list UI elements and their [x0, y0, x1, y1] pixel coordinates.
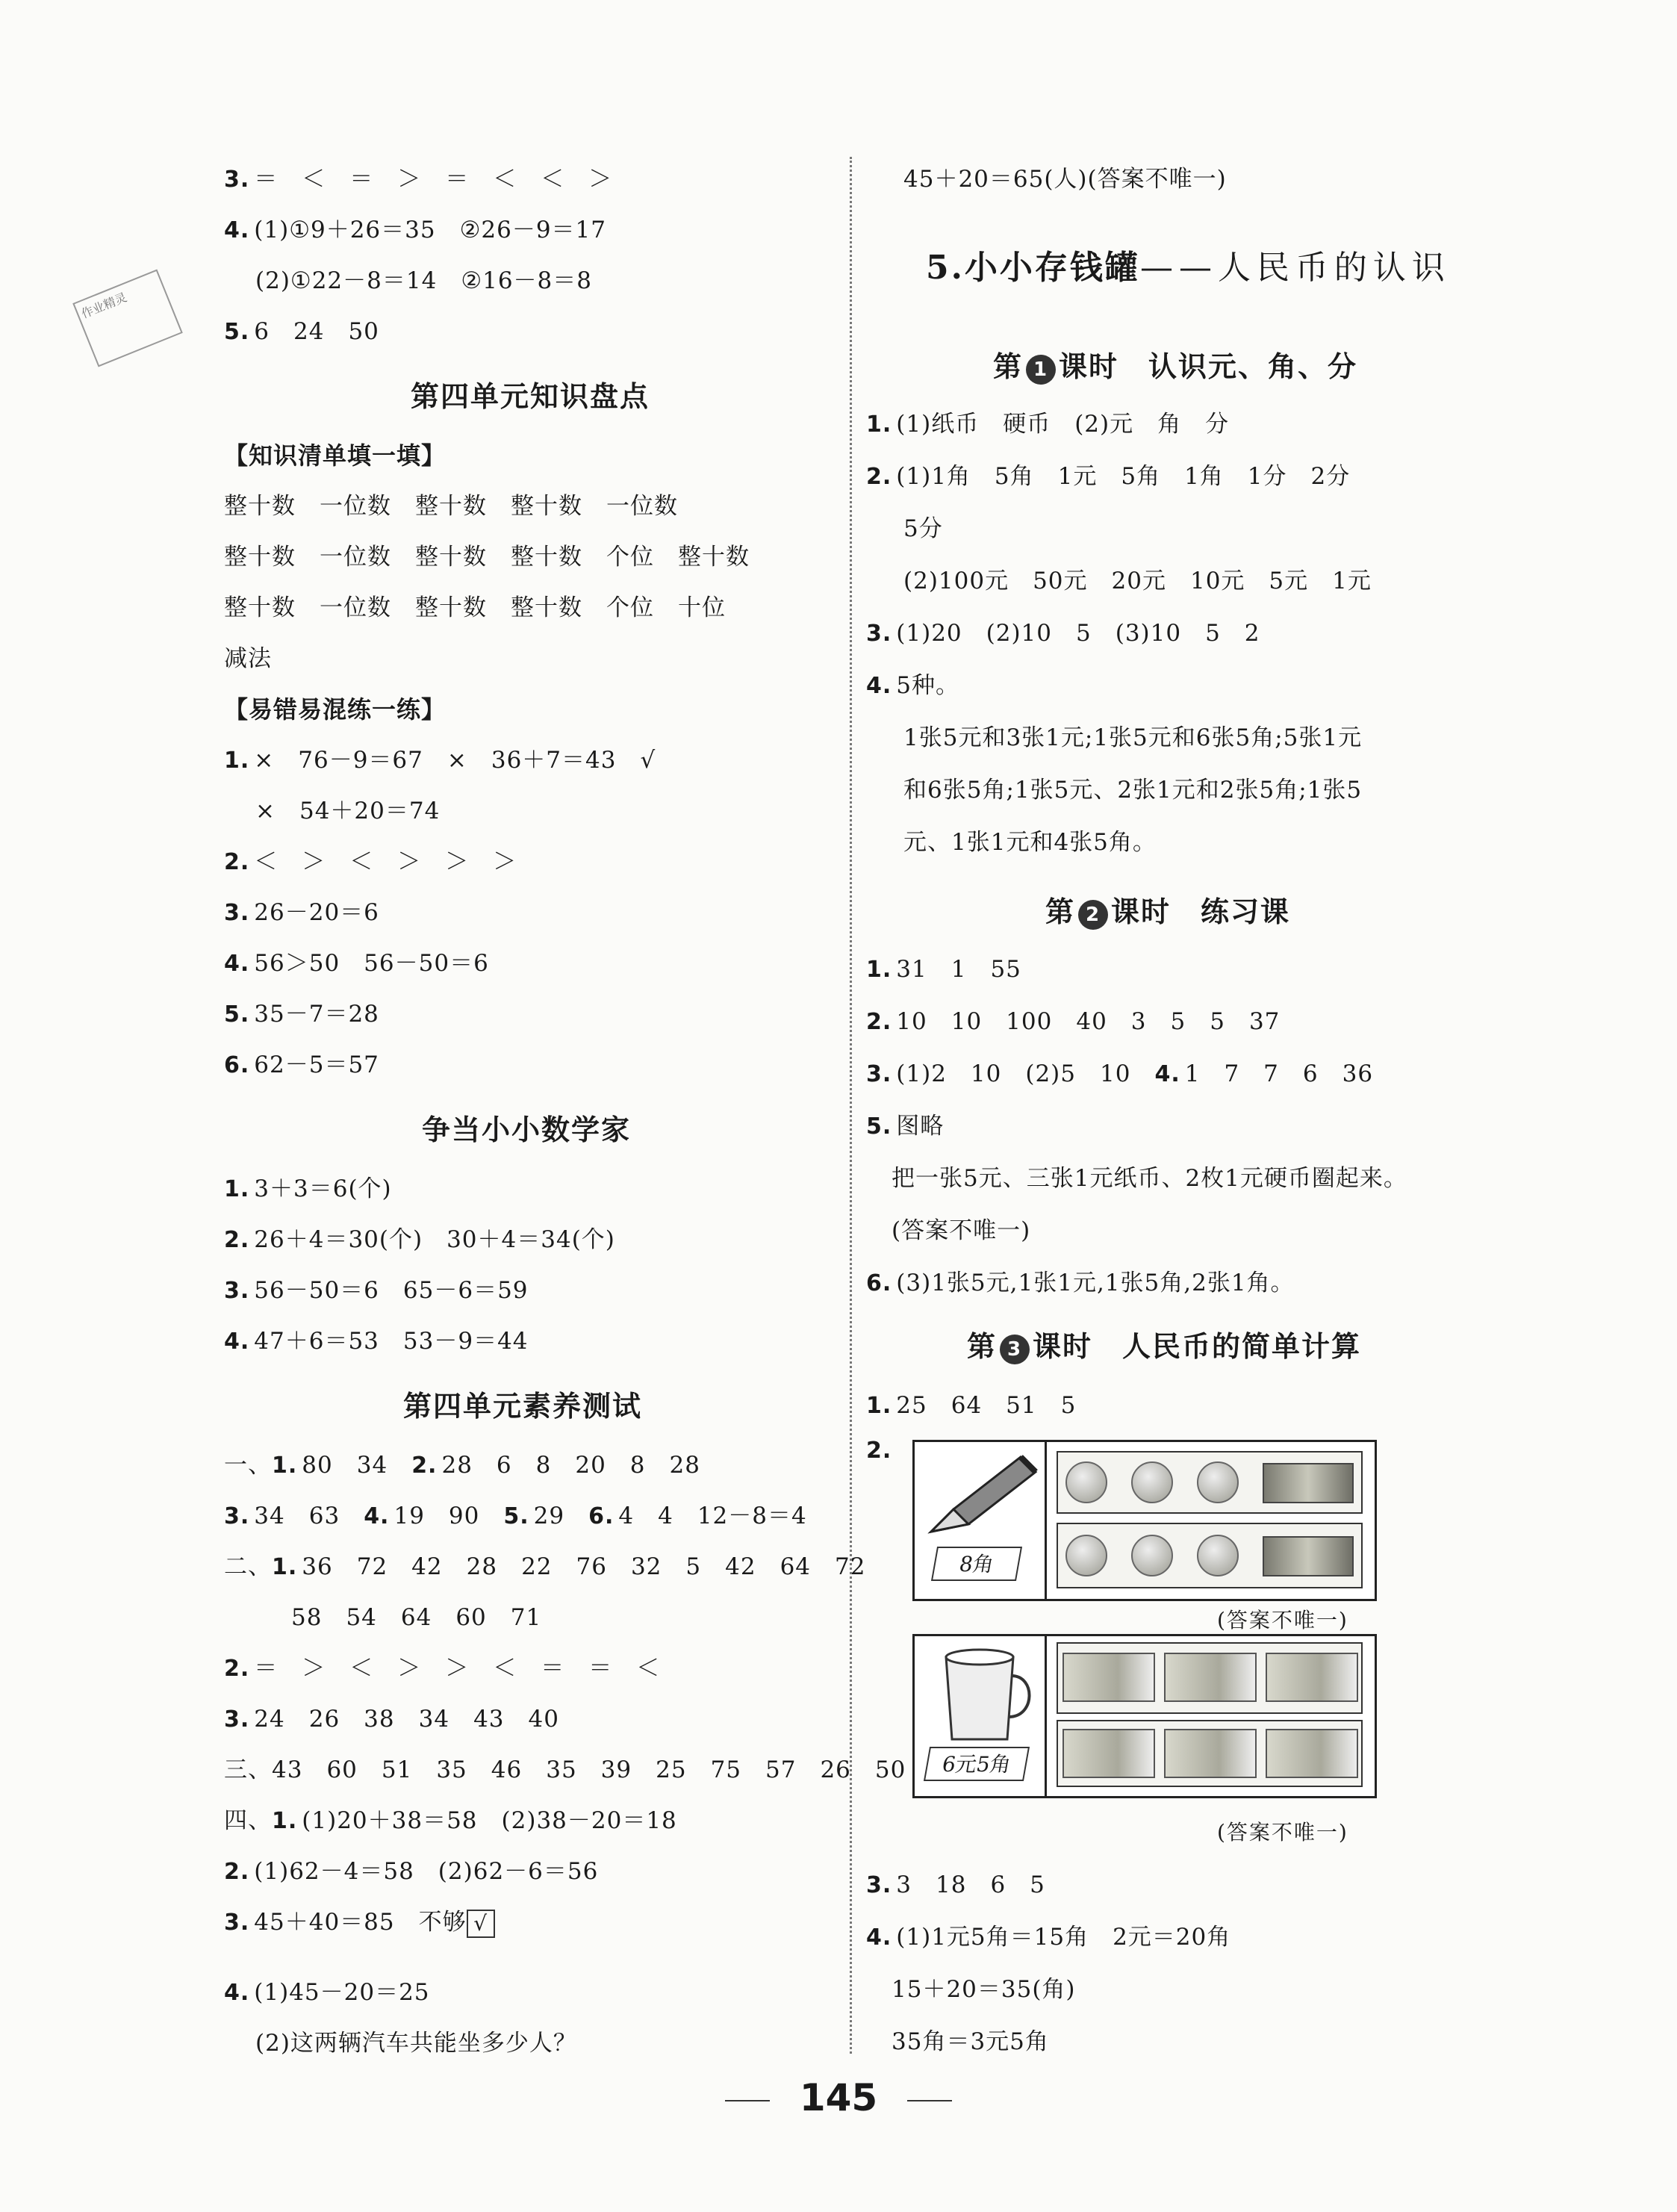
- answer-text: (1)1元5角＝15角 2元＝20角: [896, 1924, 1231, 1951]
- answer-line: [224, 1755, 906, 1785]
- answer-text: ＝ ＞ ＜ ＞ ＞ ＜ ＝ ＝ ＜: [254, 1655, 661, 1682]
- decor-dash: [725, 2100, 770, 2101]
- cup-icon: [916, 1642, 1043, 1747]
- item-number: 1.: [224, 748, 250, 774]
- answer-text: 1 7 7 6 36: [1184, 1060, 1374, 1087]
- banknote-icon: [1164, 1729, 1257, 1778]
- item-number: 1.: [272, 1808, 298, 1834]
- item-number: 2.: [866, 1009, 892, 1035]
- answer-text: (1)纸币 硬币 (2)元 角 分: [896, 411, 1230, 438]
- answer-line: [866, 1870, 1045, 1901]
- coin-icon: [1065, 1535, 1107, 1576]
- lesson-prefix: 第: [967, 1329, 998, 1363]
- lesson-prefix: 第: [1045, 895, 1076, 928]
- section-heading: 第四单元素养测试: [403, 1389, 643, 1423]
- answer-text: 3 18 6 5: [896, 1871, 1045, 1898]
- answer-text: 5种。: [896, 672, 960, 699]
- answer-text: 56＞50 56－50＝6: [254, 950, 489, 977]
- section-number: 一、: [224, 1452, 272, 1479]
- item-number: 3.: [224, 1910, 250, 1936]
- answer-line: [224, 745, 656, 776]
- item-number: 4.: [224, 951, 250, 977]
- answer-line: [224, 215, 606, 246]
- item-number: 3.: [224, 167, 250, 193]
- item-number: 6.: [866, 1270, 892, 1296]
- lesson-prefix: 第: [993, 349, 1024, 383]
- answer-line: [866, 1111, 944, 1142]
- answer-line: [866, 671, 959, 701]
- item-number: 6.: [588, 1503, 615, 1529]
- answer-text: 19 90: [393, 1503, 480, 1529]
- answer-line: [866, 462, 1350, 492]
- item-number: 1.: [866, 411, 892, 438]
- answer-line: 整十数 一位数 整十数 整十数 个位 整十数: [224, 544, 750, 571]
- answer-text: (1)①9＋26＝35 ②26－9＝17: [254, 217, 607, 243]
- cup-cell: [915, 1636, 1047, 1796]
- answer-text: (2)这两辆汽车共能坐多少人？: [255, 2030, 577, 2057]
- item-number: 1.: [866, 957, 892, 983]
- answer-line: 整十数 一位数 整十数 整十数 个位 十位: [224, 594, 726, 621]
- answer-line: 58 54 64 60 71: [291, 1604, 542, 1631]
- answer-line: [224, 164, 612, 195]
- coin-icon: [1197, 1535, 1239, 1576]
- lesson-heading: [993, 344, 1357, 385]
- answer-line: [866, 1922, 1230, 1953]
- answer-text: (1)20 (2)10 5 (3)10 5 2: [896, 620, 1260, 647]
- banknote-icon: [1266, 1653, 1358, 1702]
- section-heading: 争当小小数学家: [422, 1113, 632, 1146]
- answer-line: [866, 1059, 1373, 1090]
- answer-text: 36 72 42 28 22 76 32 5 42 64 72: [302, 1553, 866, 1580]
- answer-line: 1张5元和3张1元;1张5元和6张5角;5张1元: [903, 724, 1363, 751]
- answer-text: (1)20＋38＝58 (2)38－20＝18: [302, 1807, 677, 1834]
- item-number: 4.: [224, 217, 250, 243]
- answer-line: [224, 1857, 598, 1887]
- note-row: [1057, 1642, 1363, 1714]
- answer-line: [866, 1007, 1280, 1037]
- answer-text: 43 60 51 35 46 35 39 25 75 57 26 50: [272, 1756, 906, 1783]
- price-tag: 6元5角: [924, 1747, 1030, 1781]
- stamp-text: 作业精灵: [79, 290, 129, 321]
- note-row: [1057, 1720, 1363, 1787]
- banknote-icon: [1263, 1536, 1354, 1576]
- answer-text: 28 6 8 20 8 28: [441, 1452, 700, 1479]
- money-figure-2: [912, 1634, 1377, 1798]
- answer-line: 35角＝3元5角: [892, 2028, 1049, 2055]
- pencil-icon: [916, 1450, 1043, 1554]
- answer-line: 45＋20＝65(人)(答案不唯一): [903, 166, 1227, 193]
- answer-text: 62－5＝57: [254, 1051, 379, 1078]
- item-number: 1.: [224, 1176, 250, 1202]
- banknote-icon: [1164, 1653, 1257, 1702]
- item-number: 3.: [224, 1278, 250, 1304]
- section-number: 四、: [224, 1807, 272, 1834]
- lesson-heading: [967, 1323, 1361, 1364]
- banknote-icon: [1062, 1729, 1155, 1778]
- answer-text: (1)45－20＝25: [254, 1979, 430, 2006]
- answer-line: 整十数 一位数 整十数 整十数 一位数: [224, 493, 678, 520]
- answer-line: [224, 1326, 529, 1357]
- answer-text: 35－7＝28: [254, 1001, 379, 1028]
- lesson-title: 课时 人民币的简单计算: [1033, 1329, 1362, 1363]
- answer-line: [866, 1268, 1295, 1299]
- answer-line: 和6张5角;1张5元、2张1元和2张5角;1张5: [903, 777, 1363, 804]
- item-number: 1.: [866, 1393, 892, 1419]
- banknote-icon: [1266, 1729, 1358, 1778]
- answer-line: [866, 1435, 896, 1466]
- lesson-number-badge: 3: [1000, 1335, 1030, 1364]
- answer-text: 6 24 50: [254, 318, 379, 345]
- lesson-number-badge: 1: [1026, 355, 1056, 385]
- answer-line: (答案不唯一): [892, 1217, 1031, 1244]
- answer-text: 47＋6＝53 53－9＝44: [254, 1328, 529, 1355]
- answer-line: 15＋20＝35(角): [892, 1976, 1076, 2003]
- lesson-number-badge: 2: [1078, 900, 1108, 930]
- answer-text: 3＋3＝6(个): [254, 1175, 392, 1202]
- answer-text: 34 63: [254, 1503, 340, 1529]
- banknote-icon: [1062, 1653, 1155, 1702]
- answer-line: [224, 1978, 430, 2008]
- answer-line: [224, 898, 379, 928]
- answer-line: [866, 1391, 1076, 1421]
- answer-line: [224, 1552, 865, 1582]
- answer-text: ＝ ＜ ＝ ＞ ＝ ＜ ＜ ＞: [254, 166, 613, 193]
- answer-text: 25 64 51 5: [896, 1392, 1077, 1419]
- answer-text: 24 26 38 34 43 40: [254, 1706, 559, 1733]
- answer-line: [224, 1501, 807, 1532]
- page-number: [0, 2076, 1677, 2119]
- answer-line: [224, 1050, 379, 1081]
- answer-text: 4 4 12－8＝4: [618, 1503, 807, 1529]
- item-number: 4.: [224, 1329, 250, 1355]
- answer-line: 把一张5元、三张1元纸币、2枚1元硬币圈起来。: [892, 1165, 1407, 1192]
- lesson-heading: [1045, 889, 1290, 930]
- item-number: 5.: [224, 319, 250, 345]
- item-number: 6.: [224, 1052, 250, 1078]
- answer-text: (1)62－4＝58 (2)62－6＝56: [254, 1858, 599, 1885]
- answer-text: 26－20＝6: [254, 899, 379, 926]
- answer-line: [224, 1276, 529, 1306]
- answer-text: (2)①22－8＝14 ②16－8＝8: [255, 267, 593, 294]
- item-number: 5.: [224, 1001, 250, 1028]
- section-number: 二、: [224, 1553, 272, 1580]
- item-number: 3.: [866, 1061, 892, 1087]
- coin-icon: [1065, 1461, 1107, 1503]
- answer-text: 图略: [896, 1113, 945, 1140]
- answer-line: [224, 1174, 392, 1205]
- item-number: 3.: [224, 1503, 250, 1529]
- decor-dash: [907, 2100, 952, 2101]
- answer-line: 减法: [224, 645, 272, 672]
- figure-note: (答案不唯一): [1217, 1608, 1348, 1632]
- answer-text: 26＋4＝30(个) 30＋4＝34(个): [254, 1226, 615, 1253]
- item-number: 3.: [224, 1706, 250, 1733]
- lesson-title: 课时 认识元、角、分: [1059, 349, 1358, 383]
- item-number: 2.: [866, 464, 892, 490]
- unit-title: [926, 240, 1451, 288]
- answer-line: [866, 409, 1229, 440]
- price-tag: 8角: [931, 1547, 1022, 1581]
- item-number: 5.: [503, 1503, 529, 1529]
- column-divider: [850, 157, 852, 2054]
- item-number: 2.: [224, 1227, 250, 1253]
- pencil-cell: [915, 1442, 1047, 1599]
- answer-text: (1)1角 5角 1元 5角 1角 1分 2分: [896, 463, 1351, 490]
- item-number: 2.: [224, 849, 250, 875]
- answer-text: × 54＋20＝74: [255, 798, 441, 824]
- answer-line: [255, 266, 592, 296]
- answer-line: [255, 2028, 577, 2058]
- check-box: √: [467, 1910, 495, 1938]
- item-number: 1.: [272, 1554, 298, 1580]
- page-number-text: 145: [799, 2076, 878, 2119]
- subsection-label: 【易错易混练一练】: [224, 695, 447, 724]
- item-number: 4.: [866, 1924, 892, 1951]
- answer-text: 31 1 55: [896, 956, 1021, 983]
- coin-icon: [1131, 1535, 1173, 1576]
- answer-line: [255, 796, 440, 826]
- item-number: 4.: [364, 1503, 390, 1529]
- item-number: 2.: [411, 1453, 438, 1479]
- coin-icon: [1197, 1461, 1239, 1503]
- item-number: 4.: [1154, 1061, 1180, 1087]
- answer-line: [224, 1450, 700, 1481]
- section-number: 三、: [224, 1756, 272, 1783]
- answer-line: [224, 847, 517, 877]
- item-number: 4.: [224, 1980, 250, 2006]
- lesson-title: 课时 练习课: [1111, 895, 1291, 928]
- answer-text: (3)1张5元,1张1元,1张5角,2张1角。: [896, 1270, 1295, 1296]
- section-heading: 第四单元知识盘点: [411, 379, 650, 413]
- answer-line: 5分: [903, 515, 943, 542]
- money-figure-1: [912, 1440, 1377, 1601]
- answer-text: 45＋40＝85 不够: [254, 1909, 467, 1936]
- item-number: 3.: [866, 1872, 892, 1898]
- coin-row: [1057, 1451, 1363, 1514]
- answer-text: 29: [533, 1503, 565, 1529]
- item-number: 3.: [866, 621, 892, 647]
- answer-line: [224, 1907, 495, 1938]
- answer-line: [224, 317, 379, 347]
- item-number: 4.: [866, 673, 892, 699]
- coin-row: [1057, 1523, 1363, 1588]
- item-number: 2.: [866, 1438, 892, 1464]
- answer-line: (2)100元 50元 20元 10元 5元 1元: [903, 568, 1372, 594]
- item-number: 2.: [224, 1859, 250, 1885]
- answer-line: [224, 1704, 559, 1735]
- answer-text: (1)2 10 (2)5 10: [896, 1060, 1131, 1087]
- item-number: 1.: [272, 1453, 298, 1479]
- banknote-icon: [1263, 1463, 1354, 1503]
- answer-text: 10 10 100 40 3 5 5 37: [896, 1008, 1281, 1035]
- item-number: 2.: [224, 1656, 250, 1682]
- answer-text: 80 34: [302, 1452, 388, 1479]
- answer-text: 56－50＝6 65－6＝59: [254, 1277, 529, 1304]
- answer-line: [224, 1653, 660, 1684]
- figure-note: (答案不唯一): [1217, 1820, 1348, 1845]
- coin-icon: [1131, 1461, 1173, 1503]
- answer-line: [224, 1806, 677, 1836]
- answer-line: [224, 948, 489, 979]
- answer-line: [866, 618, 1260, 649]
- answer-line: [224, 1225, 615, 1255]
- subsection-label: 【知识清单填一填】: [224, 441, 447, 470]
- item-number: 3.: [224, 900, 250, 926]
- unit-title-main: 5.小小存钱罐: [926, 249, 1140, 287]
- watermark-stamp: [72, 269, 183, 367]
- answer-text: ＜ ＞ ＜ ＞ ＞ ＞: [254, 848, 517, 875]
- answer-text: × 76－9＝67 × 36＋7＝43 √: [254, 747, 656, 774]
- answer-line: 元、1张1元和4张5角。: [903, 829, 1157, 856]
- answer-line: [866, 954, 1021, 985]
- unit-title-sub: ——人民币的认识: [1139, 249, 1451, 287]
- answer-line: [224, 999, 379, 1030]
- item-number: 5.: [866, 1113, 892, 1140]
